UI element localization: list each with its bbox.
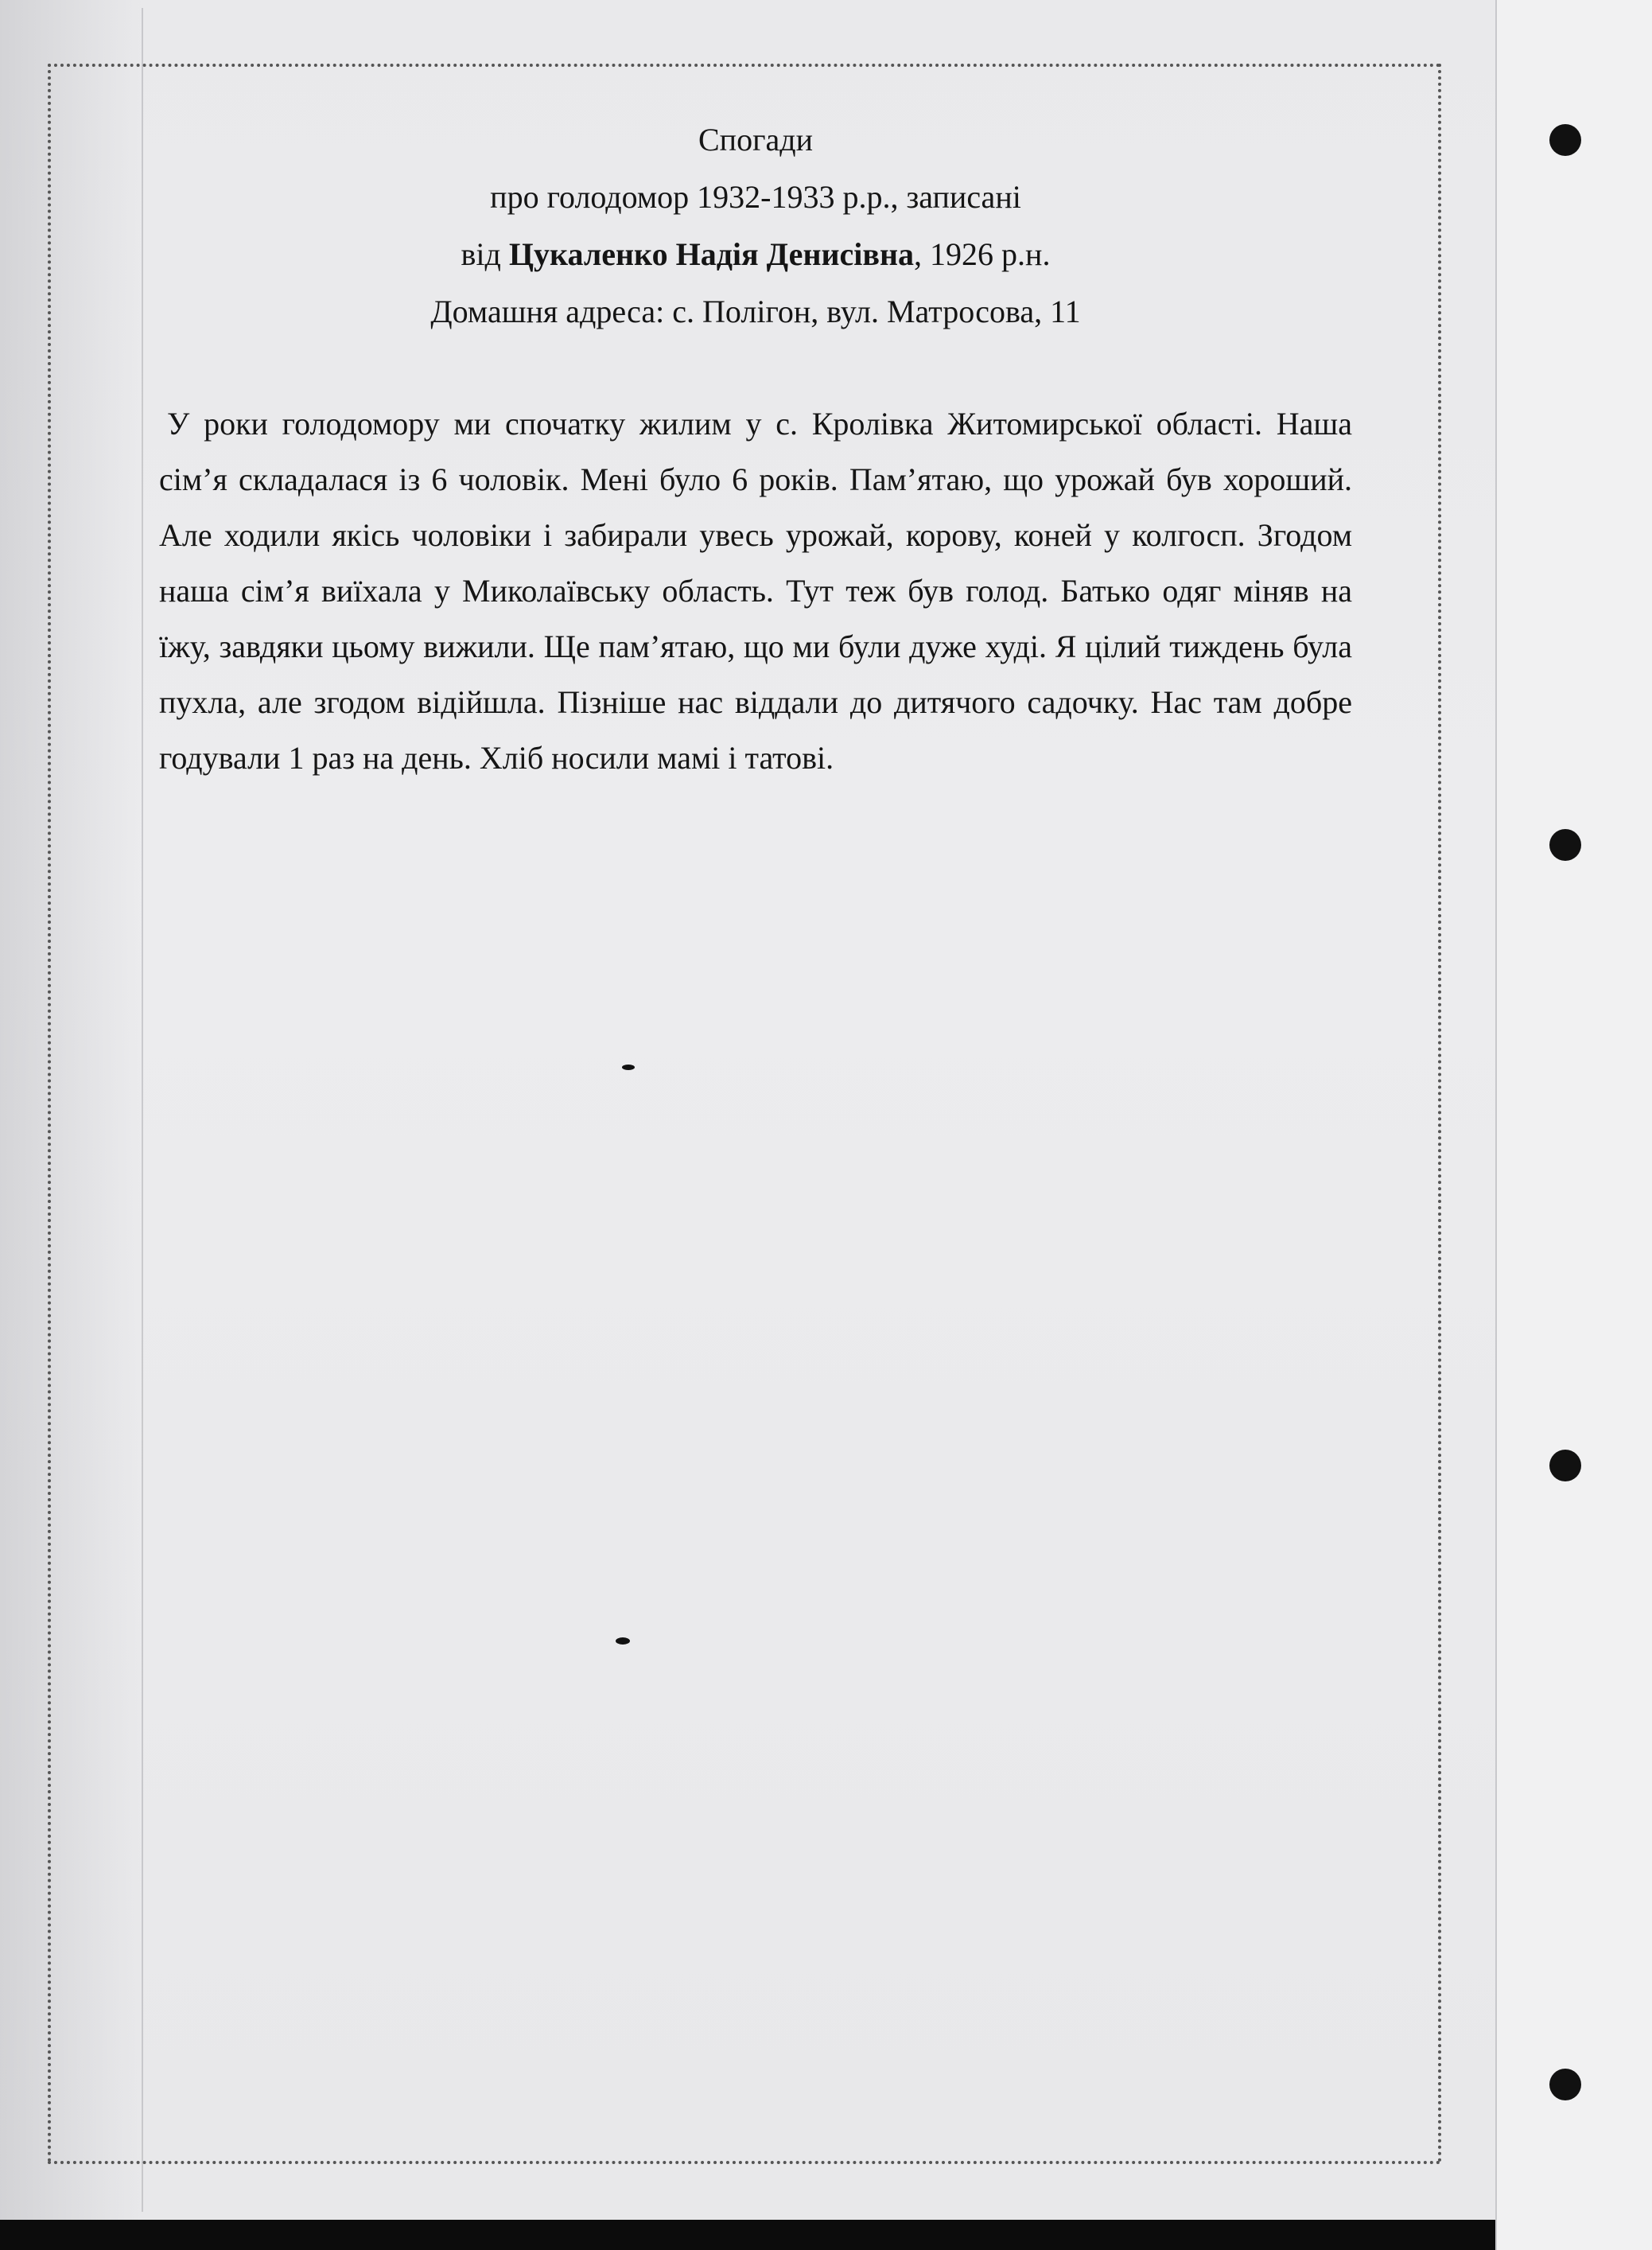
address-line: Домашня адреса: с. Полігон, вул. Матросова, 11 xyxy=(430,294,1081,329)
punch-hole xyxy=(1549,124,1581,156)
author-line xyxy=(159,226,1352,283)
document-heading xyxy=(159,111,1352,341)
document-content xyxy=(159,111,1352,818)
binder-strip xyxy=(1495,0,1652,2250)
author-suffix: , 1926 р.н. xyxy=(914,236,1051,272)
ink-speck xyxy=(616,1637,630,1645)
punch-hole xyxy=(1549,2069,1581,2100)
memoir-text: У роки голодомору ми спочатку жилим у с. Кролівка Житомирської області. Наша сім’я складалася із 6 чоловік. Мені було 6 років. Пам’ятаю, що урожай був хороший. Але ходили якісь чоловіки і забирали увесь урожай, корову, коней у колгосп. Згодом наша сім’я виїхала у Миколаївську область. Тут теж був голод. Батько одяг міняв на їжу, завдяки цьому вижили. Ще пам’ятаю, що ми були дуже худі. Я цілий тиждень була пухла, але згодом відійшла. Пізніше нас віддали до дитячого садочку. Нас там добре годували 1 раз на день. Хліб носили мамі і татові. xyxy=(159,406,1352,776)
punch-hole xyxy=(1549,1450,1581,1481)
punch-hole xyxy=(1549,829,1581,861)
document-title: Спогади xyxy=(698,122,813,158)
document-subtitle: про голодомор 1932-1933 р.р., записані xyxy=(490,179,1021,215)
author-prefix: від xyxy=(461,236,509,272)
ink-speck xyxy=(622,1065,635,1070)
author-name: Цукаленко Надія Денисівна xyxy=(508,236,915,272)
